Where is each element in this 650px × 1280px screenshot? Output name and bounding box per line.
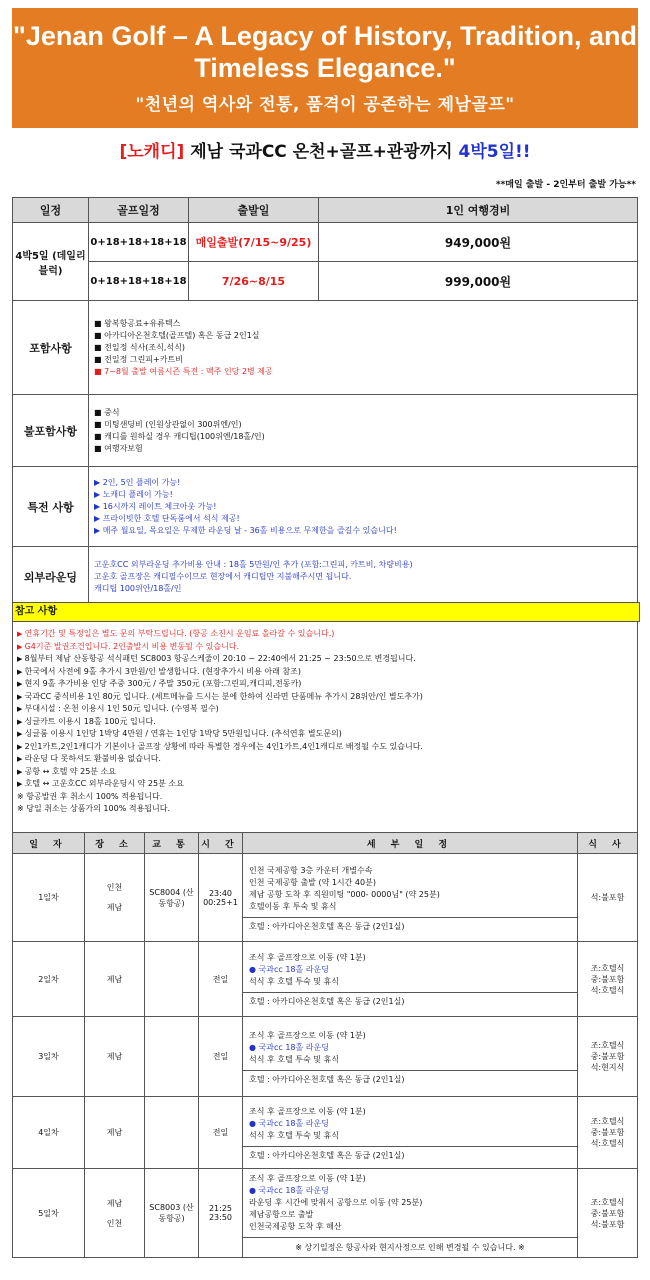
place-name: 제남 <box>85 1097 145 1169</box>
arrow-icon: ▶ <box>17 630 25 638</box>
golf-schedule: 0+18+18+18+18 <box>89 223 189 262</box>
hotel-line: 호텔 : 아카디아온천호텔 혹은 동급 (2인1실) <box>243 1146 577 1164</box>
price-table <box>12 197 638 607</box>
time-cell: 전일 <box>199 942 243 1017</box>
reference-item: ▶ 싱글룸 이용시 1인당 1박당 4만원 / 연휴는 1인당 1박당 5만원입니다. (추석연휴 별도문의) <box>17 729 342 738</box>
activity-line: 인천 국제공항 출발 (약 1시간 40분) <box>249 877 376 887</box>
extra-round-line: 고운호CC 외부라운딩 추가비용 안내 : 18홀 5만원/인 추가 (포함:그린피, 카트비, 차량비용) <box>94 559 413 569</box>
activity-line: 제남공항으로 출발 <box>249 1210 314 1219</box>
meal-line: 중:불포함 <box>590 1208 625 1218</box>
detail-cell <box>243 854 578 942</box>
activity-list <box>243 948 577 992</box>
reference-item: ▶ 국과CC 중식비용 1인 80元 입니다. (세트메뉴를 드시는 분에 한하여 신라면 단품메뉴 추가시 28위안/인 별도추가) <box>17 691 423 701</box>
header-departure: 출발일 <box>189 198 319 223</box>
detail-cell <box>243 1017 578 1097</box>
list-item: ▶ 노캐디 플레이 가능! <box>94 489 636 501</box>
activity-list <box>243 1169 577 1237</box>
table-row <box>13 262 638 301</box>
list-item: ▶ 매주 월요일, 목요일은 무제한 라운딩 날 - 36홀 비용으로 무제한을 즐길수 있습니다! <box>94 525 636 537</box>
arrow-icon: ▶ <box>17 655 25 663</box>
arrow-icon: ▶ <box>17 667 25 676</box>
activity-line: 석식 후 호텔 투숙 및 휴식 <box>249 1054 339 1064</box>
header-place: 장 소 <box>85 833 145 854</box>
header-transport: 교 통 <box>145 833 199 854</box>
meal-line: 석:호텔식 <box>590 1139 625 1148</box>
day-label: 5일차 <box>13 1169 85 1258</box>
reference-mark-icon: ※ <box>17 804 27 813</box>
reference-item: ▶ 호텔 ↔ 고운호CC 외부라운딩시 약 25분 소요 <box>17 779 184 788</box>
reference-item: ▶ 싱글카트 이용시 18홀 100元 입니다. <box>17 716 156 726</box>
reference-item: ▶ G4기준 발권조건입니다. 2인출발시 비용 변동될 수 있습니다. <box>17 641 240 651</box>
activity-list <box>243 1026 577 1070</box>
arrow-icon: ▶ <box>17 755 25 763</box>
time-cell: 전일 <box>199 1017 243 1097</box>
itinerary-footnote: ※ 상기일정은 항공사와 현지사정으로 인해 변경될 수 있습니다. ※ <box>243 1237 577 1257</box>
benefits-row <box>13 467 638 547</box>
excluded-cell <box>89 395 638 467</box>
itinerary-row <box>13 1169 638 1258</box>
extra-round-label: 외부라운딩 <box>13 547 89 607</box>
activity-line: 호텔이동 후 투숙 및 휴식 <box>249 901 337 911</box>
round-highlight: ● 국과cc 18홀 라운딩 <box>249 1118 329 1128</box>
time-cell: 전일 <box>199 1097 243 1169</box>
round-highlight: ● 국과cc 18홀 라운딩 <box>249 1186 329 1195</box>
bullet-icon: ● <box>249 1186 259 1195</box>
benefits-cell <box>89 467 638 547</box>
day-label: 1일차 <box>13 854 85 942</box>
header-day: 일 자 <box>13 833 85 854</box>
place-name: 제남 <box>106 903 123 912</box>
place-name: 인천 <box>106 1218 123 1228</box>
reference-item: ▶ 2인1카트,2인1캐디가 기본이나 골프장 상황에 따라 특별한 경우에는 4인1카트,4인1캐디로 배정될 수도 있습니다. <box>17 741 423 751</box>
hotel-line: 호텔 : 아카디아온천호텔 혹은 동급 (2인1실) <box>243 992 577 1010</box>
arrow-icon: ▶ <box>17 705 25 713</box>
list-item: ■ 전일정 식사(조식,석식) <box>94 342 636 354</box>
detail-cell <box>243 942 578 1017</box>
place-name: 제남 <box>106 1198 123 1208</box>
product-days: 4박5일!! <box>458 142 531 162</box>
day-label: 2일차 <box>13 942 85 1017</box>
day-label: 3일차 <box>13 1017 85 1097</box>
banner-korean-subtitle: "천년의 역사와 전통, 품격이 공존하는 제남골프" <box>135 95 515 115</box>
meal-cell <box>578 1097 638 1169</box>
arrow-icon: ▶ <box>17 680 25 688</box>
round-highlight: ● 국과cc 18홀 라운딩 <box>249 965 329 974</box>
activity-line: 석식 후 호텔 투숙 및 휴식 <box>249 977 339 986</box>
product-tag: [노캐디] <box>119 142 185 162</box>
arrow-icon: ▶ <box>17 767 25 776</box>
extra-round-line: 캐디팁 100위안/18홀/인 <box>94 583 182 593</box>
meal-line: 석:현지식 <box>590 1063 625 1072</box>
list-item: ■ 캐디를 원하실 경우 캐디팁(100위엔/18홀/인) <box>94 431 636 443</box>
transport-cell: SC8004 (산동항공) <box>145 854 199 942</box>
place-name: 인천 <box>106 883 123 892</box>
arrow-icon: ▶ <box>17 642 25 651</box>
product-name: 제남 국과CC 온천+골프+관광까지 <box>184 142 459 162</box>
benefits-list <box>90 477 636 537</box>
activity-line: 조식 후 골프장으로 이동 (약 1분) <box>249 1030 366 1040</box>
price-table-header <box>13 198 638 223</box>
extra-round-row <box>13 547 638 607</box>
list-item: ■ 여행자보험 <box>94 443 636 455</box>
list-item: ■ 전일정 그린피+카트비 <box>94 354 636 366</box>
price-value: 999,000원 <box>319 262 638 301</box>
place-name: 제남 <box>85 1017 145 1097</box>
included-list <box>90 318 636 378</box>
itinerary-header <box>13 833 638 854</box>
arrow-icon: ▶ <box>17 780 25 788</box>
reference-item: ▶ 한국에서 사전에 9홀 추가시 3만원/인 발생합니다. (현장추가시 비용 아래 참조) <box>17 666 301 676</box>
activity-line: 제남 공항 도착 후 직원미팅 "000- 0000님" (약 25분) <box>249 889 440 899</box>
reference-item: ▶ 연휴기간 및 특정일은 별도 문의 부탁드립니다. (항공 소진시 운임료 올라갈 수 있습니다.) <box>17 629 335 638</box>
hotel-line: 호텔 : 아카디아온천호텔 혹은 동급 (2인1실) <box>243 917 577 935</box>
meal-line: 중:불포함 <box>590 1128 625 1137</box>
bullet-icon: ● <box>249 965 259 974</box>
excluded-row <box>13 395 638 467</box>
detail-cell <box>243 1097 578 1169</box>
header-banner <box>12 8 638 128</box>
itinerary-row <box>13 1017 638 1097</box>
time-cell: 23:40 00:25+1 <box>199 854 243 942</box>
included-row <box>13 301 638 395</box>
golf-schedule: 0+18+18+18+18 <box>89 262 189 301</box>
meal-line: 중:불포함 <box>590 974 625 984</box>
arrow-icon: ▶ <box>17 717 25 726</box>
excluded-label: 불포함사항 <box>13 395 89 467</box>
header-detail: 세 부 일 정 <box>243 833 578 854</box>
place-cell <box>85 854 145 942</box>
activity-line: 조식 후 골프장으로 이동 (약 1분) <box>249 1106 366 1116</box>
place-cell <box>85 1169 145 1258</box>
list-item: ■ 중식 <box>94 407 636 419</box>
time-cell: 21:25 23:50 <box>199 1169 243 1258</box>
list-item: ▶ 2인, 5인 플레이 가능! <box>94 477 636 489</box>
activity-line: 조식 후 골프장으로 이동 (약 1분) <box>249 1174 366 1183</box>
departure-note: **매일 출발 - 2인부터 출발 가능** <box>495 180 636 190</box>
list-item: ■ 왕복항공료+유류텍스 <box>94 318 636 330</box>
itinerary-row <box>13 942 638 1017</box>
included-label: 포함사항 <box>13 301 89 395</box>
itinerary-row <box>13 1097 638 1169</box>
place-name: 제남 <box>85 942 145 1017</box>
reference-note: ※ 당일 취소는 상품가의 100% 적용됩니다. <box>17 804 171 813</box>
activity-line: 인천국제공항 도착 후 해산 <box>249 1222 342 1231</box>
included-cell <box>89 301 638 395</box>
price-value: 949,000원 <box>319 223 638 262</box>
itinerary-row <box>13 854 638 942</box>
activity-line: 인천 국제공항 3층 카운터 개별수속 <box>249 865 373 875</box>
meal-cell <box>578 1017 638 1097</box>
list-item: ■ 미팅샌딩비 (인원상관없이 300위엔/인) <box>94 419 636 431</box>
transport-cell: SC8003 (산동항공) <box>145 1169 199 1258</box>
activity-list <box>243 861 577 917</box>
arrow-icon: ▶ <box>17 742 25 751</box>
table-row <box>13 223 638 262</box>
reference-item: ▶ 라운딩 다 못하셔도 환불비용 없습니다. <box>17 754 161 763</box>
header-meal: 식 사 <box>578 833 638 854</box>
meal-line: 석:불포함 <box>590 893 625 902</box>
extra-round-line: 고운호 골프장은 캐디필수이므로 현장에서 캐디팁만 지불해주시면 됩니다. <box>94 571 352 581</box>
period-label: 4박5일 (데일리 블럭) <box>13 223 89 301</box>
list-item: ▶ 프라이빗한 호텔 단독룸에서 석식 제공! <box>94 513 636 525</box>
header-price: 1인 여행경비 <box>319 198 638 223</box>
header-golf: 골프일정 <box>89 198 189 223</box>
arrow-icon: ▶ <box>17 692 25 701</box>
departure-dates: 7/26~8/15 <box>189 262 319 301</box>
list-item: ■ 아카디아온천호텔(골프텔) 혹은 동급 2인1실 <box>94 330 636 342</box>
hotel-line: 호텔 : 아카디아온천호텔 혹은 동급 (2인1실) <box>243 1070 577 1088</box>
header-schedule: 일정 <box>13 198 89 223</box>
itinerary-table <box>12 832 638 1258</box>
meal-cell <box>578 942 638 1017</box>
meal-line: 조:호텔식 <box>590 1117 625 1126</box>
meal-line: 조:호텔식 <box>590 1041 625 1050</box>
meal-line: 조:호텔식 <box>590 963 625 973</box>
reference-item: ▶ 공항 ↔ 호텔 약 25분 소요 <box>17 766 117 776</box>
transport-cell <box>145 942 199 1017</box>
bullet-icon: ● <box>249 1118 259 1128</box>
meal-cell <box>578 1169 638 1258</box>
transport-cell <box>145 1097 199 1169</box>
reference-item: ▶ 부대시설 : 온천 이용시 1인 50元 입니다. (수영복 필수) <box>17 704 219 713</box>
activity-line: 석식 후 호텔 투숙 및 휴식 <box>249 1130 339 1140</box>
activity-list <box>243 1102 577 1146</box>
header-time: 시 간 <box>199 833 243 854</box>
excluded-list <box>90 407 636 455</box>
reference-note: ※ 항공발권 후 취소시 100% 적용됩니다. <box>17 791 163 801</box>
meal-cell <box>578 854 638 942</box>
departure-dates: 매일출발(7/15~9/25) <box>189 223 319 262</box>
summer-benefit: ■ 7~8월 출발 여름시즌 특전 : 맥주 인당 2병 제공 <box>94 366 636 378</box>
arrow-icon: ▶ <box>17 730 25 738</box>
round-highlight: ● 국과cc 18홀 라운딩 <box>249 1042 329 1052</box>
activity-line: 라운딩 후 시간에 맞춰서 공항으로 이동 (약 25분) <box>249 1198 423 1207</box>
list-item: ▶ 16시까지 레이트 체크아웃 가능! <box>94 501 636 513</box>
reference-item: ▶ 8월부터 제남 산동항공 석식패턴 SC8003 항공스케줄이 20:10 ~ 22:40에서 21:25 ~ 23:50으로 변경됩니다. <box>17 654 416 663</box>
reference-item: ▶ 현지 9홀 추가비용 인당 주중 300元 / 주말 350元 (포함:그린피,캐디피,전동카) <box>17 679 302 688</box>
transport-cell <box>145 1017 199 1097</box>
meal-line: 조:호텔식 <box>590 1197 625 1207</box>
meal-line: 석:호텔식 <box>590 985 625 995</box>
reference-notes <box>12 621 638 853</box>
meal-line: 석:불포함 <box>590 1219 625 1229</box>
detail-cell <box>243 1169 578 1258</box>
banner-title: "Jenan Golf – A Legacy of History, Tradition, and Timeless Elegance." <box>13 21 637 83</box>
day-label: 4일차 <box>13 1097 85 1169</box>
activity-line: 조식 후 골프장으로 이동 (약 1분) <box>249 953 366 962</box>
meal-line: 중:불포함 <box>590 1052 625 1061</box>
bullet-icon: ● <box>249 1042 259 1052</box>
benefits-label: 특전 사항 <box>13 467 89 547</box>
extra-round-cell <box>89 547 638 607</box>
product-title <box>0 137 650 162</box>
reference-title: 참고 사항 <box>12 602 640 622</box>
reference-mark-icon: ※ <box>17 791 27 801</box>
